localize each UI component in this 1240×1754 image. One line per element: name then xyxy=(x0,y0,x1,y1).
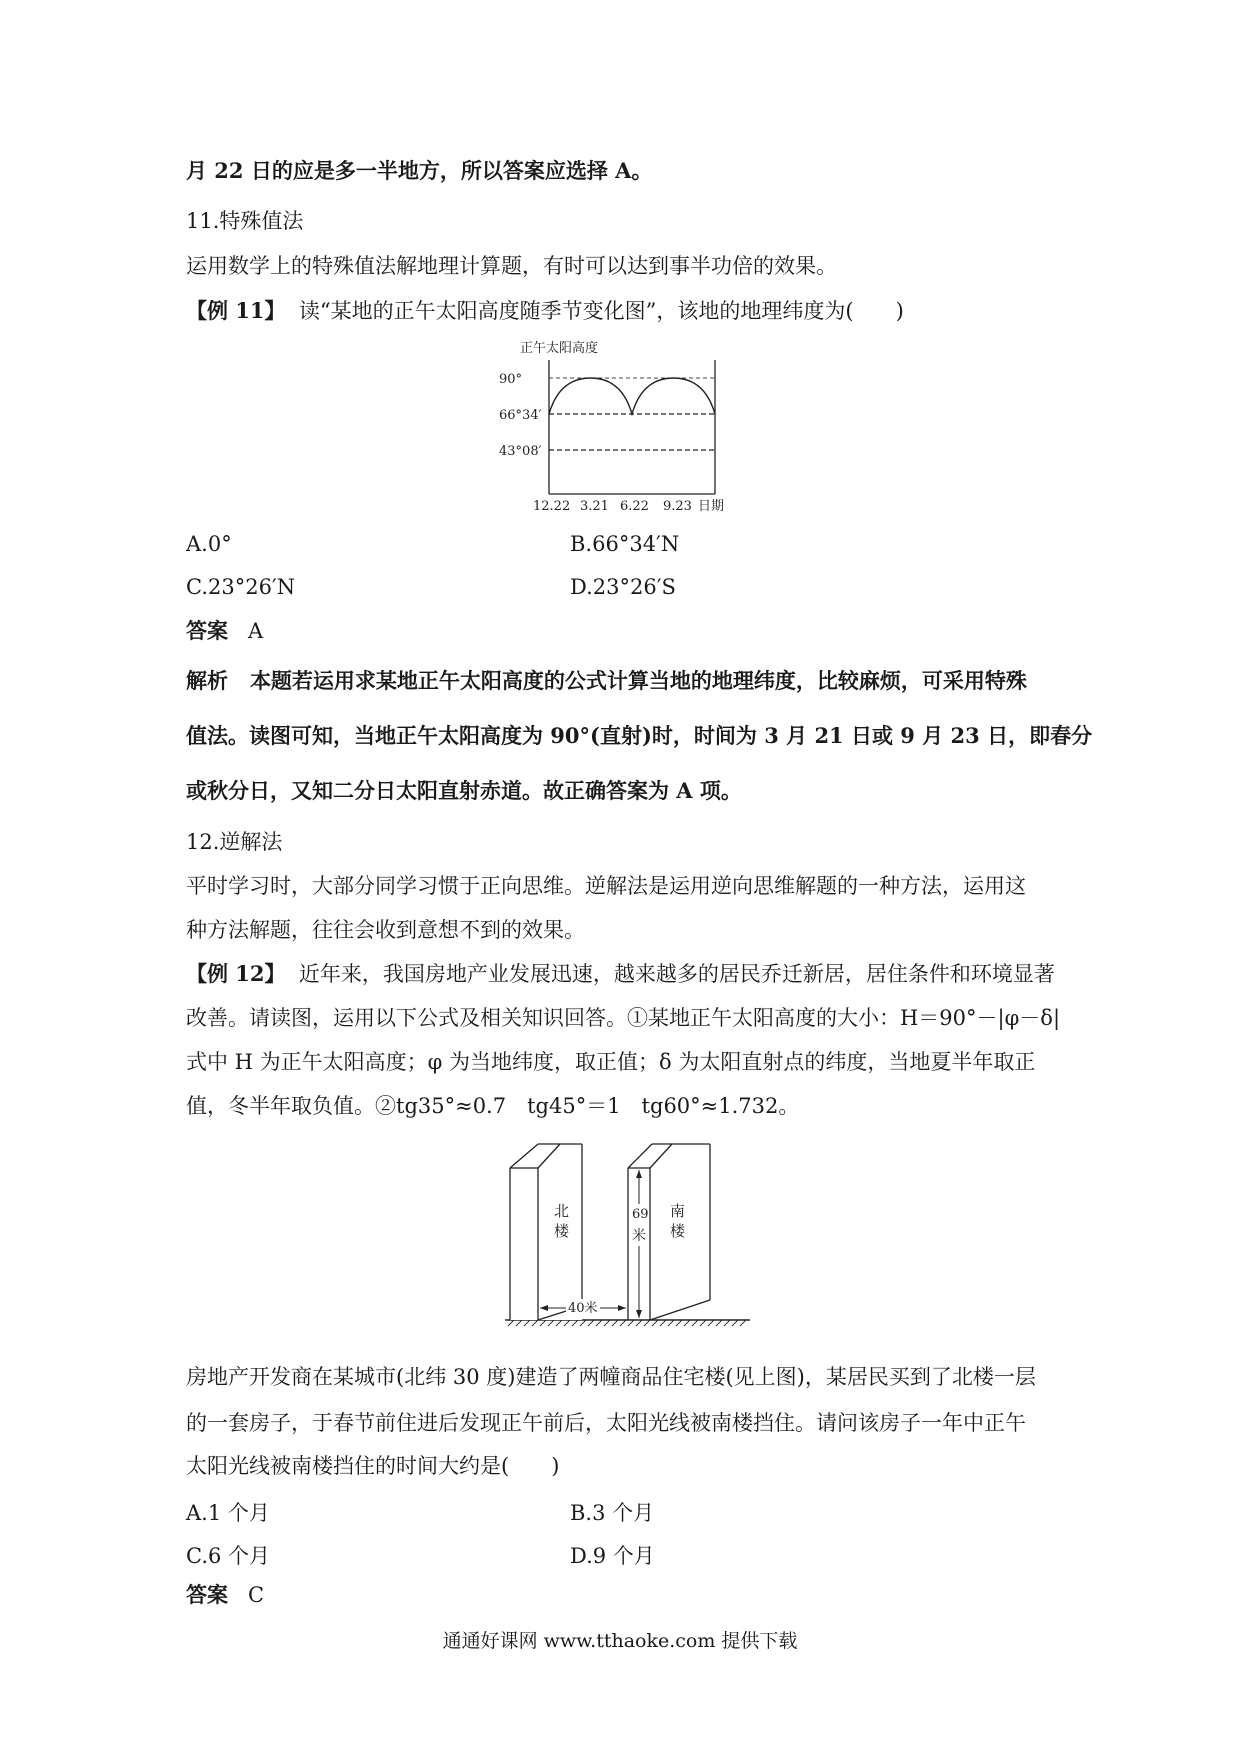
solar-altitude-chart xyxy=(495,334,750,516)
series-line xyxy=(549,378,715,414)
analysis-text: 本题若运用求某地正午太阳高度的公式计算当地的地理纬度，比较麻烦，可采用特殊 xyxy=(249,668,1027,693)
example-11-text: 读“某地的正午太阳高度随季节变化图”，该地的地理纬度为( ) xyxy=(298,299,904,323)
height-label-unit: 米 xyxy=(632,1228,646,1244)
answer-11 xyxy=(186,618,263,644)
answer-value: C xyxy=(248,1583,265,1607)
question-12: 房地产开发商在某城市(北纬 30 度)建造了两幢商品住宅楼(见上图)，某居民买到了北楼一层 xyxy=(186,1365,1036,1389)
example-11 xyxy=(186,298,904,324)
option-c: C.6 个月 xyxy=(186,1544,271,1568)
answer-12 xyxy=(186,1582,264,1608)
answer-label: 答案 xyxy=(186,618,228,643)
buildings-diagram xyxy=(500,1140,755,1335)
option-a: A.0° xyxy=(186,532,232,556)
distance-label: 40米 xyxy=(568,1301,598,1316)
section-12-title: 12.逆解法 xyxy=(186,830,283,854)
chart-title: 正午太阳高度 xyxy=(520,341,599,356)
example-12-text: 改善。请读图，运用以下公式及相关知识回答。①某地正午太阳高度的大小：H＝90°－|φ－δ| xyxy=(186,1006,1061,1030)
answer-value: A xyxy=(248,619,264,643)
example-12 xyxy=(186,961,1055,987)
analysis-line xyxy=(186,668,1027,694)
example-12-text: 值，冬半年取负值。②tg35°≈0.7 tg45°＝1 tg60°≈1.732。 xyxy=(186,1094,800,1118)
section-11-desc: 运用数学上的特殊值法解地理计算题，有时可以达到事半功倍的效果。 xyxy=(186,254,837,278)
option-c: C.23°26′N xyxy=(186,575,296,599)
x-tick-label: 12.22 xyxy=(533,499,571,514)
option-b: B.66°34′N xyxy=(570,532,680,556)
y-tick-label: 66°34′ xyxy=(499,408,542,423)
south-building-label-2: 楼 xyxy=(670,1222,686,1240)
continuation-line: 月 22 日的应是多一半地方，所以答案应选择 A。 xyxy=(186,158,653,183)
example-11-label: 【例 11】 xyxy=(186,298,286,323)
x-tick-label: 6.22 xyxy=(620,499,649,514)
y-tick-label: 43°08′ xyxy=(499,444,542,459)
question-12: 的一套房子，于春节前住进后发现正午前后，太阳光线被南楼挡住。请问该房子一年中正午 xyxy=(186,1411,1026,1435)
page-footer: 通通好课网 www.tthaoke.com 提供下载 xyxy=(442,1630,798,1652)
question-12: 太阳光线被南楼挡住的时间大约是( ) xyxy=(186,1454,560,1478)
example-12-label: 【例 12】 xyxy=(186,961,286,986)
example-12-text: 式中 H 为正午太阳高度；φ 为当地纬度，取正值；δ 为太阳直射点的纬度，当地夏半年取正 xyxy=(186,1050,1036,1074)
example-12-text: 近年来，我国房地产业发展迅速，越来越多的居民乔迁新居，居住条件和环境显著 xyxy=(298,962,1055,986)
north-building-label-2: 楼 xyxy=(554,1222,570,1240)
section-12-desc: 种方法解题，往往会收到意想不到的效果。 xyxy=(186,918,585,942)
analysis-label: 解析 xyxy=(186,668,228,693)
option-a: A.1 个月 xyxy=(186,1501,270,1525)
section-12-desc: 平时学习时，大部分同学习惯于正向思维。逆解法是运用逆向思维解题的一种方法，运用这 xyxy=(186,874,1026,898)
option-b: B.3 个月 xyxy=(570,1501,655,1525)
north-building-label-1: 北 xyxy=(554,1202,570,1220)
analysis-line: 或秋分日，又知二分日太阳直射赤道。故正确答案为 A 项。 xyxy=(186,778,742,803)
height-label-number: 69 xyxy=(632,1207,649,1222)
section-11-title: 11.特殊值法 xyxy=(186,209,304,233)
analysis-line: 值法。读图可知，当地正午太阳高度为 90°(直射)时，时间为 3 月 21 日或 9 月 23 日，即春分 xyxy=(186,723,1093,748)
x-tick-label: 3.21 xyxy=(580,499,609,514)
option-d: D.9 个月 xyxy=(570,1544,655,1568)
north-building-fill xyxy=(510,1144,582,1320)
x-tick-label: 9.23 xyxy=(663,499,692,514)
south-building-label-1: 南 xyxy=(670,1202,686,1220)
y-tick-label: 90° xyxy=(499,372,523,387)
ground-hatch xyxy=(508,1320,746,1326)
answer-label: 答案 xyxy=(186,1582,228,1607)
option-d: D.23°26′S xyxy=(570,575,676,599)
x-axis-label: 日期 xyxy=(698,499,725,514)
